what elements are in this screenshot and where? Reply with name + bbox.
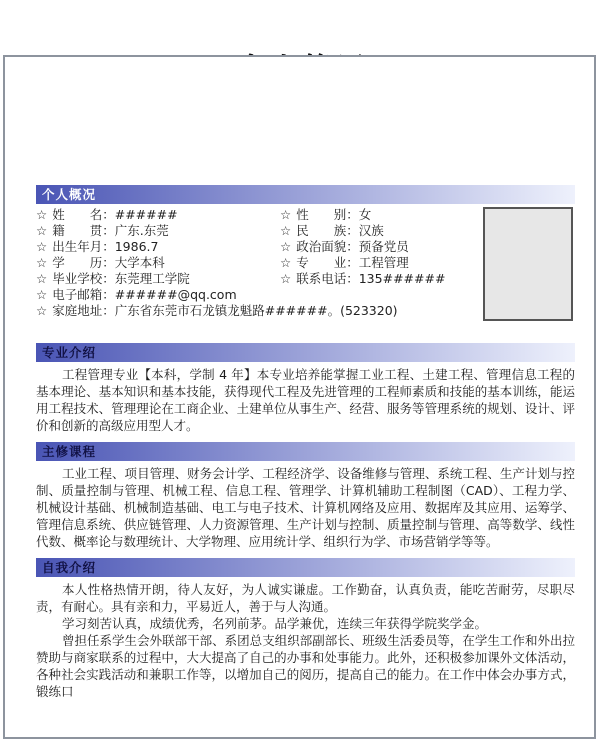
star-bullet-icon: ☆ [280,223,292,238]
field-email [36,287,280,303]
field-gender [280,207,480,223]
field-value: ######@qq.com [114,287,237,302]
field-label: 学 历： [52,255,115,270]
field-native-place [36,223,280,239]
self-intro-paragraph: 学习刻苦认真，成绩优秀，名列前茅。品学兼优，连续三年获得学院奖学金。 [62,616,488,631]
field-phone [280,271,480,287]
field-education [36,255,280,271]
section-heading-courses: 主修课程 [36,442,575,461]
field-ethnicity [280,223,480,239]
self-intro-paragraphs [36,581,575,700]
profile-info-grid [36,207,480,319]
field-label: 专 业： [296,255,359,270]
self-intro-paragraph: 曾担任系学生会外联部干部、系团总支组织部副部长、班级生活委员等，在学生工作和外出拉赞助与商家联系的过程中，大大提高了自己的办事和处事能力。此外，还积极参加课外文体活动，各种社会实践活动和兼职工作等，以增加自己的阅历，提高自己的能力。在工作中体会办事方式，锻练口 [36,633,575,699]
field-label: 籍 贯： [52,223,115,238]
field-value: 汉族 [358,223,384,238]
star-bullet-icon: ☆ [280,207,292,222]
field-value: 女 [358,207,372,222]
field-value: 预备党员 [358,239,409,254]
resume-content [36,185,575,707]
major-intro-paragraph: 工程管理专业【本科，学制 4 年】本专业培养能掌握工业工程、土建工程、管理信息工程的基本理论、基本知识和基本技能，获得现代工程及先进管理的工程师素质和技能的基本训练，能运用工程技术、管理理论在工商企业、土建单位从事生产、经营、服务等管理系统的规划、设计、评价和创新的高级应用型人才。 [36,367,575,433]
field-label: 电子邮箱： [52,287,115,302]
field-label: 毕业学校： [52,271,115,286]
star-bullet-icon: ☆ [36,271,48,286]
field-label: 民 族： [296,223,359,238]
field-major [280,255,480,271]
section-heading-profile: 个人概况 [36,185,575,204]
star-bullet-icon: ☆ [280,271,292,286]
field-label: 联系电话： [296,271,359,286]
star-bullet-icon: ☆ [36,223,48,238]
field-value: 1986.7 [114,239,159,254]
field-name [36,207,280,223]
star-bullet-icon: ☆ [36,303,48,318]
star-bullet-icon: ☆ [36,207,48,222]
star-bullet-icon: ☆ [36,287,48,302]
field-value: 工程管理 [358,255,409,270]
field-value: ###### [114,207,178,222]
profile-info-area [36,207,575,335]
field-birth-date [36,239,280,255]
star-bullet-icon: ☆ [36,255,48,270]
field-home-address [36,303,480,319]
field-value: 135###### [358,271,446,286]
field-political-status [280,239,480,255]
field-label: 家庭地址： [52,303,115,318]
field-label: 性 别： [296,207,359,222]
field-label: 出生年月： [52,239,115,254]
field-label: 政治面貌： [296,239,359,254]
field-school [36,271,280,287]
field-value: 东莞理工学院 [114,271,190,286]
section-heading-self-intro: 自我介绍 [36,558,575,577]
star-bullet-icon: ☆ [280,255,292,270]
field-label: 姓 名： [52,207,115,222]
field-value: 广东省东莞市石龙镇龙魁路######。(523320) [114,303,398,318]
field-value: 大学本科 [114,255,165,270]
self-intro-paragraph: 本人性格热情开朗，待人友好，为人诚实谦虚。工作勤奋，认真负责，能吃苦耐劳，尽职尽责，有耐心。具有亲和力，平易近人，善于与人沟通。 [36,582,575,614]
section-heading-major-intro: 专业介绍 [36,343,575,362]
courses-paragraph: 工业工程、项目管理、财务会计学、工程经济学、设备维修与管理、系统工程、生产计划与控制、质量控制与管理、机械工程、信息工程、管理学、计算机辅助工程制图（CAD）、工程力学、机械设计基础、机械制造基础、电工与电子技术、计算机网络及应用、数据库及其应用、运筹学、管理信息系统、供应链管理、人力资源管理、生产计划与控制、质量控制与管理、高等数学、线性代数、概率论与数理统计、大学物理、应用统计学、组织行为学、市场营销学等等。 [36,466,575,549]
photo-placeholder [483,207,573,321]
star-bullet-icon: ☆ [36,239,48,254]
field-value: 广东.东莞 [114,223,169,238]
star-bullet-icon: ☆ [280,239,292,254]
